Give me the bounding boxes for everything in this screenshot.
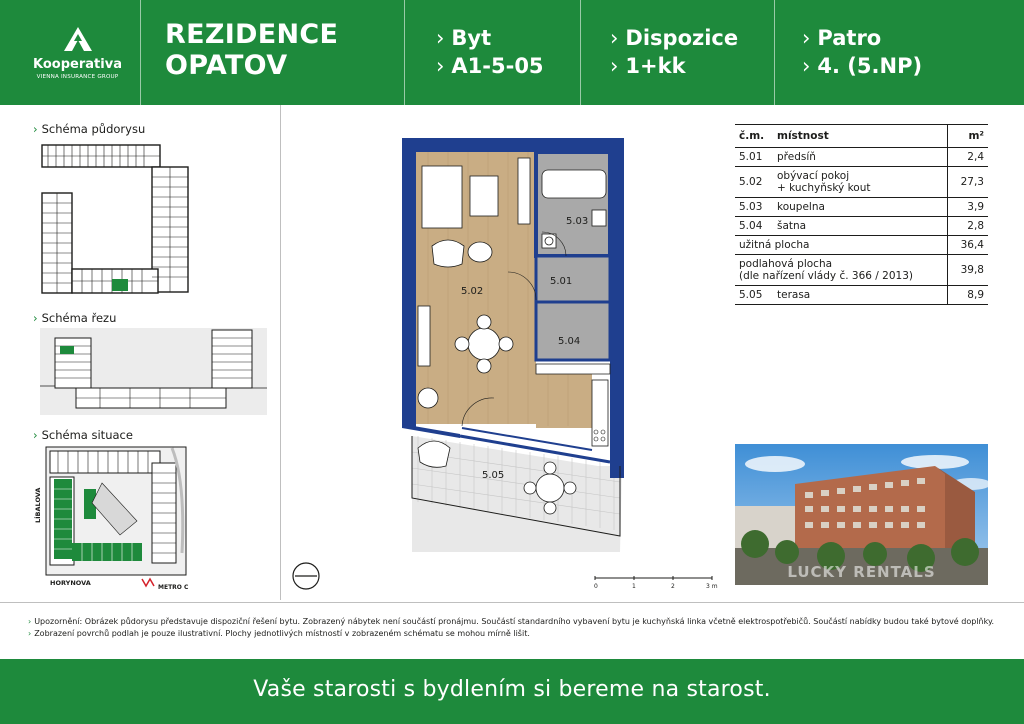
room-label-505: 5.05: [482, 470, 505, 481]
disclaimer-notes: [28, 616, 998, 640]
rooms-table: [735, 124, 988, 305]
street-label-south: HORYNOVA: [50, 579, 91, 587]
header-layout: [610, 24, 738, 80]
layout-label: Dispozice: [625, 26, 739, 50]
metro-label: METRO C: [158, 584, 189, 591]
usable-area-label: užitná plocha: [735, 236, 948, 255]
row-num: 5.03: [735, 198, 773, 217]
table-row: [735, 198, 988, 217]
row-num: 5.01: [735, 148, 773, 167]
row-area: 3,9: [948, 198, 989, 217]
header-bar: [0, 0, 1024, 105]
row-room: koupelna: [773, 198, 948, 217]
footer-slogan: Vaše starosti s bydlením si bereme na starost.: [253, 677, 771, 702]
col-header-area: m²: [948, 125, 989, 148]
scale-label-3: 3 m: [706, 583, 718, 590]
photo-watermark: LUCKY RENTALS: [787, 563, 936, 581]
room-label-501: 5.01: [550, 276, 573, 287]
chevron-right-icon: ›: [802, 26, 811, 50]
apartment-floorplan: [398, 136, 626, 552]
chevron-right-icon: ›: [802, 54, 811, 78]
row-num: 5.04: [735, 217, 773, 236]
row-room: terasa: [773, 286, 948, 305]
note-line-1: Upozornění: Obrázek půdorysu představuje dispoziční řešení bytu. Zobrazený nábytek není součástí pronájmu. Součástí standardního vybavení bytu je kuchyňská linka včetně elektrospotřebičů. Součástí nabídky budou také bytové doplňky.: [34, 617, 995, 626]
situation-scheme-image: [32, 443, 192, 595]
row-area: 27,3: [948, 167, 989, 198]
logo: [30, 26, 125, 80]
room-label-503: 5.03: [566, 216, 589, 227]
floor-area-row: [735, 255, 988, 286]
note-line-2: Zobrazení povrchů podlah je pouze ilustrativní. Plochy jednotlivých místností v zobrazeném schématu se mohou mírně lišit.: [34, 629, 530, 638]
room-label-504: 5.04: [558, 336, 581, 347]
kooperativa-logo-icon: [63, 26, 93, 52]
scale-bar: [594, 575, 724, 593]
row-room: šatna: [773, 217, 948, 236]
floorplan-scheme-label: › Schéma půdorysu: [33, 122, 146, 136]
floor-value: 4. (5.NP): [817, 54, 923, 78]
row-num: 5.05: [735, 286, 773, 305]
row-room: předsíň: [773, 148, 948, 167]
table-row: [735, 217, 988, 236]
logo-brand: Kooperativa: [33, 57, 122, 72]
scale-label-1: 1: [632, 583, 636, 590]
unit-label: Byt: [451, 26, 492, 50]
section-scheme-label: › Schéma řezu: [33, 311, 117, 325]
table-header-row: [735, 125, 988, 148]
floorplan-scheme-image: [40, 141, 190, 296]
chevron-right-icon: ›: [436, 54, 445, 78]
project-title: [165, 19, 338, 81]
chevron-right-icon: ›: [28, 617, 32, 626]
floor-area-label: podlahová plocha (dle nařízení vlády č. 366 / 2013): [735, 255, 948, 286]
row-area: 2,4: [948, 148, 989, 167]
chevron-right-icon: ›: [33, 122, 38, 136]
row-area: 8,9: [948, 286, 989, 305]
footer-bar: [0, 659, 1024, 724]
floor-area-value: 39,8: [948, 255, 989, 286]
row-num: 5.02: [735, 167, 773, 198]
usable-area-value: 36,4: [948, 236, 989, 255]
layout-value: 1+kk: [625, 54, 686, 78]
unit-value: A1-5-05: [451, 54, 544, 78]
street-label-west: LÍBALOVA: [34, 487, 42, 523]
chevron-right-icon: ›: [33, 311, 38, 325]
terrace-row: [735, 286, 988, 305]
project-title-line2: OPATOV: [165, 50, 288, 81]
project-title-line1: REZIDENCE: [165, 19, 339, 50]
scale-label-2: 2: [671, 583, 675, 590]
logo-subtitle: VIENNA INSURANCE GROUP: [36, 74, 119, 80]
table-row: [735, 167, 988, 198]
col-header-room: místnost: [773, 125, 948, 148]
header-unit: [436, 24, 544, 80]
metro-icon: [142, 579, 154, 586]
chevron-right-icon: ›: [610, 26, 619, 50]
situation-scheme-label: › Schéma situace: [33, 428, 133, 442]
header-floor: [802, 24, 922, 80]
section-scheme-image: [40, 328, 267, 415]
usable-area-row: [735, 236, 988, 255]
col-header-num: č.m.: [735, 125, 773, 148]
chevron-right-icon: ›: [436, 26, 445, 50]
chevron-right-icon: ›: [33, 428, 38, 442]
compass-icon: [291, 561, 321, 591]
chevron-right-icon: ›: [610, 54, 619, 78]
table-row: [735, 148, 988, 167]
floor-label: Patro: [817, 26, 882, 50]
row-room: obývací pokoj + kuchyňský kout: [773, 167, 948, 198]
row-area: 2,8: [948, 217, 989, 236]
chevron-right-icon: ›: [28, 629, 32, 638]
scale-label-0: 0: [594, 583, 598, 590]
room-label-502: 5.02: [461, 286, 484, 297]
